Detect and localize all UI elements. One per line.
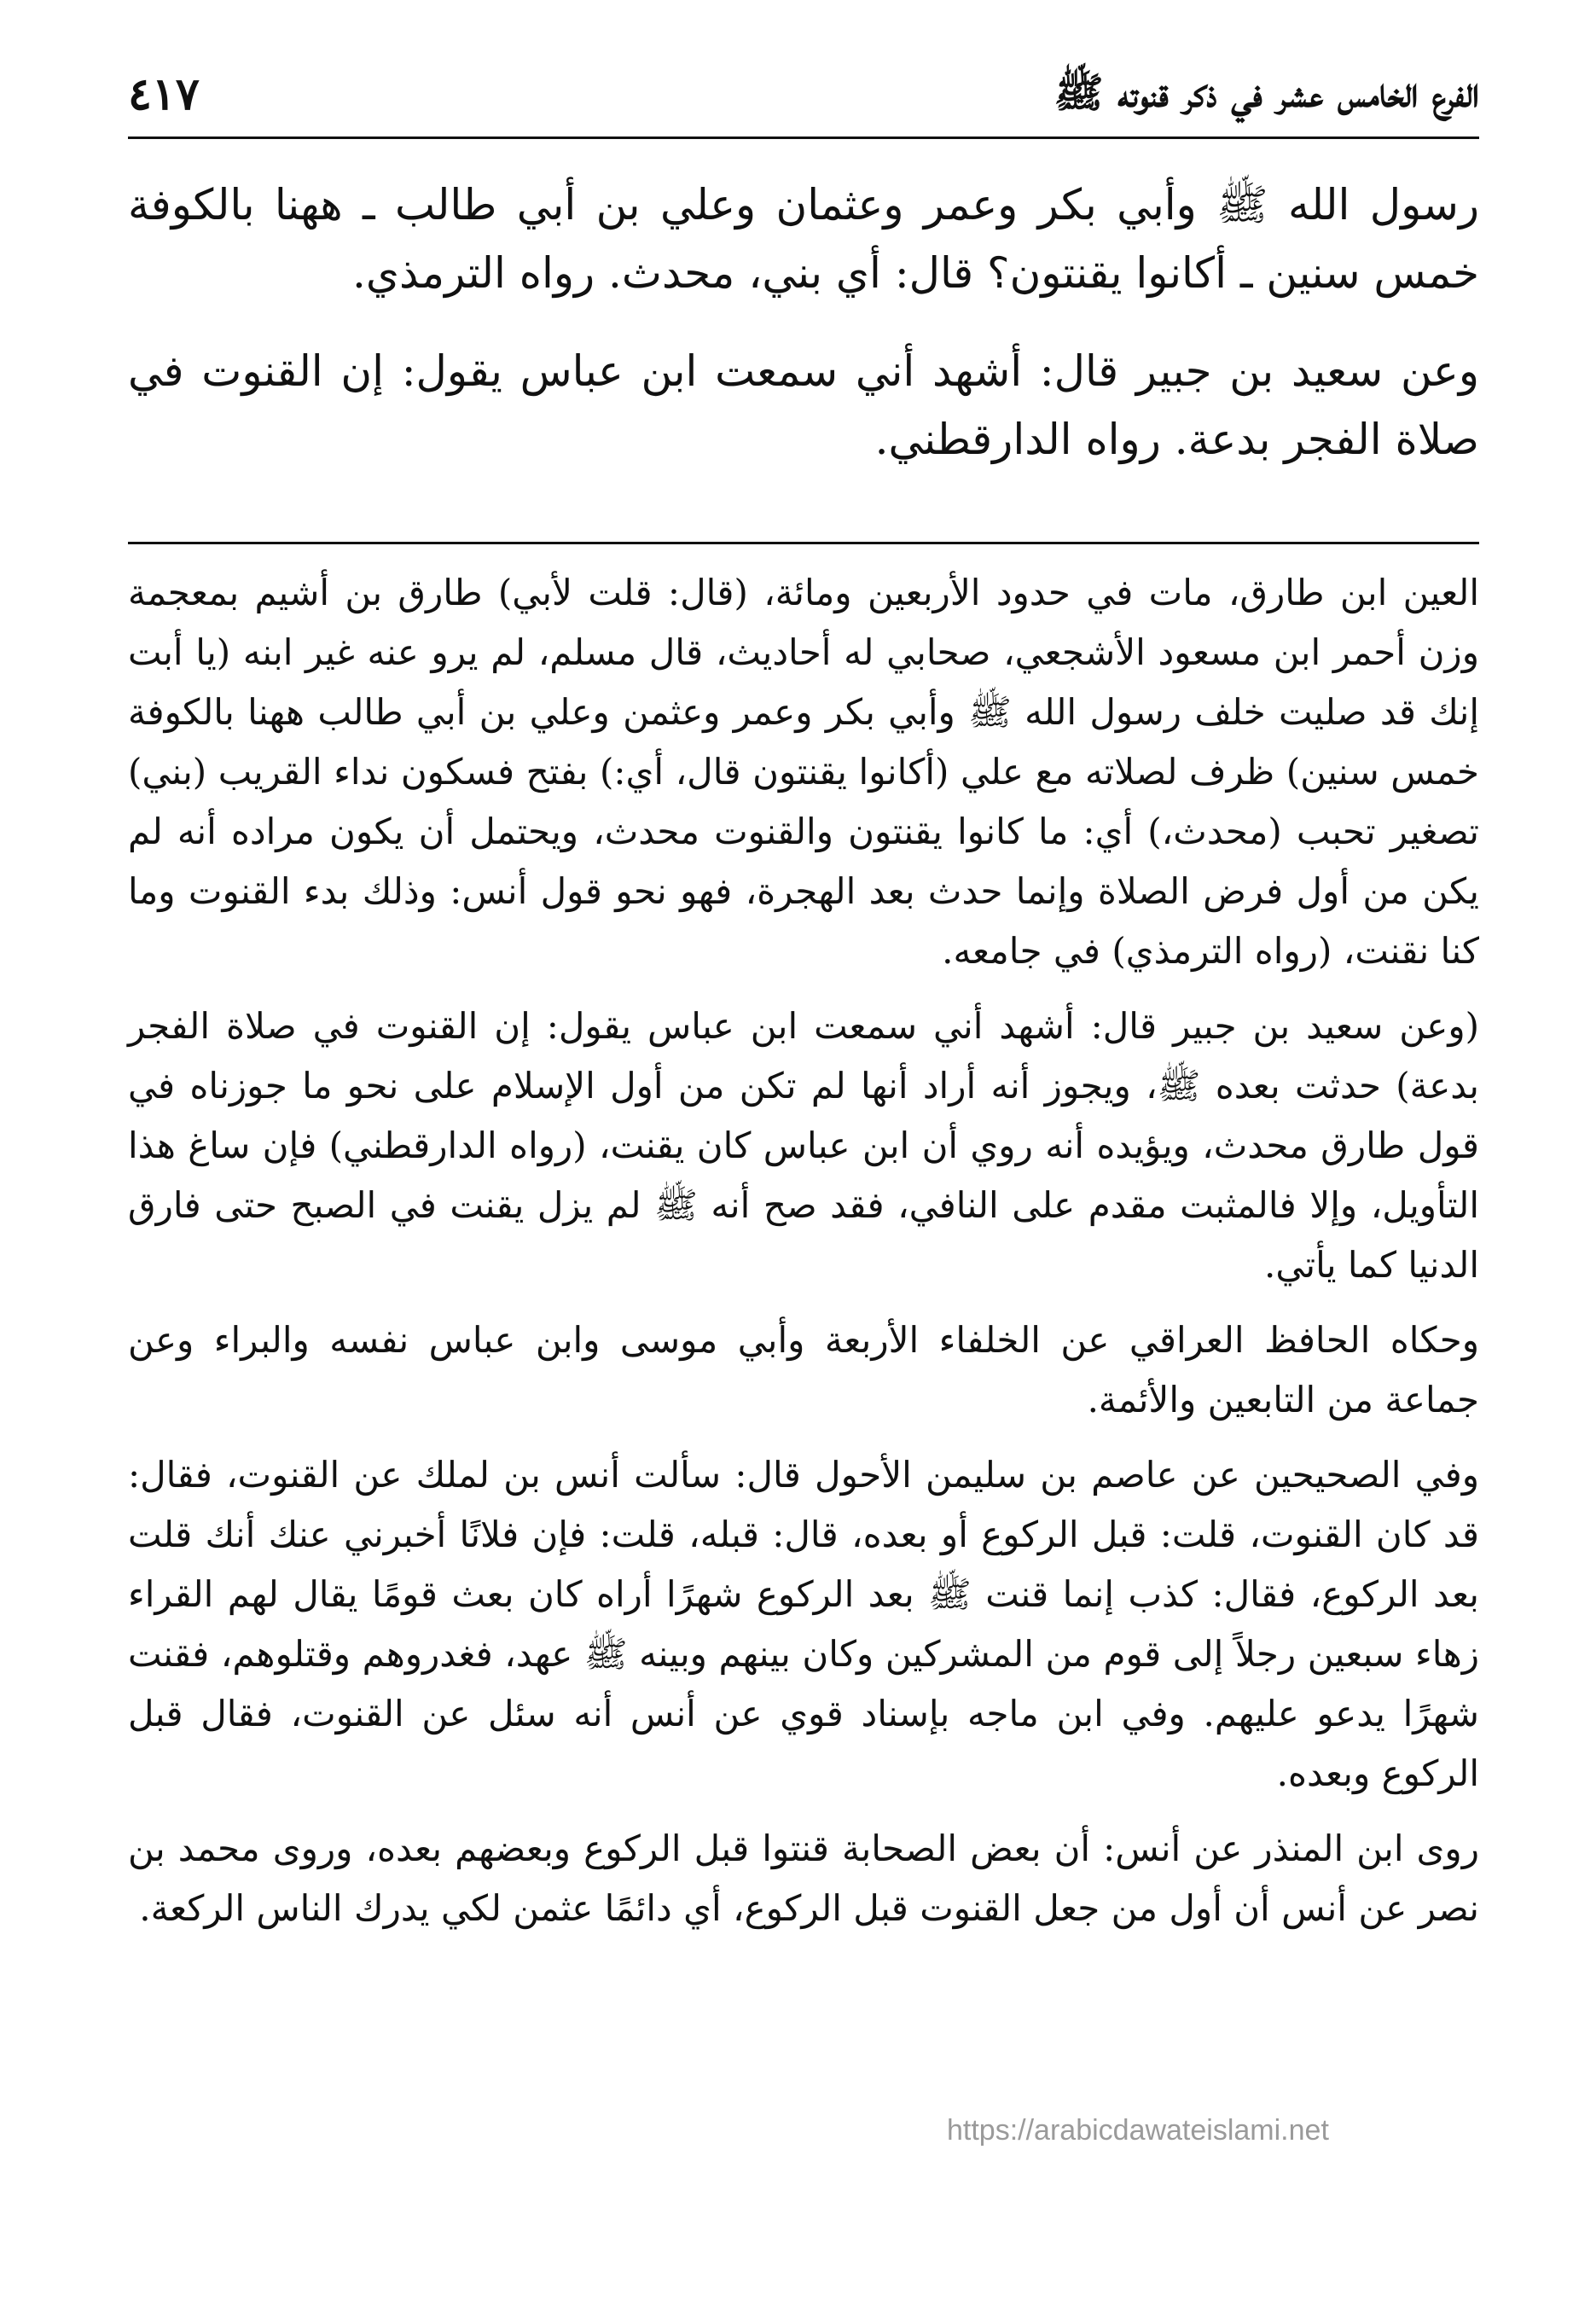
watermark-url: https://arabicdawateislami.net <box>947 2114 1329 2147</box>
main-text <box>128 171 1479 503</box>
commentary-paragraph: وفي الصحيحين عن عاصم بن سليمن الأحول قال: سألت أنس بن لملك عن القنوت، فقال: قد كان القنوت، قلت: قبل الركوع أو بعده، قال: قبله، قلت: فإن فلانًا أخبرني عنك أنك قلت بعد الركوع، فقال: كذب إنما قنت ﷺ بعد الركوع شهرًا أراه كان بعث قومًا يقال لهم القراء زهاء سبعين رجلاً إلى قوم من المشركين وكان بينهم وبينه ﷺ عهد، فغدروهم وقتلوهم، فقنت شهرًا يدعو عليهم. وفي ابن ماجه بإسناد قوي عن أنس أنه سئل عن القنوت، فقال قبل الركوع وبعده. <box>128 1454 1479 1794</box>
main-paragraph: وعن سعيد بن جبير قال: أشهد أني سمعت ابن عباس يقول: إن القنوت في صلاة الفجر بدعة. رواه الدارقطني. <box>128 346 1479 464</box>
running-title: الفرع الخامس عشر في ذكر قنوته ﷺ <box>1054 69 1479 117</box>
commentary-separator <box>128 542 1479 544</box>
commentary-paragraph: العين ابن طارق، مات في حدود الأربعين ومائة، (قال: قلت لأبي) طارق بن أشيم بمعجمة وزن أحمر ابن مسعود الأشجعي، صحابي له أحاديث، قال مسلم، لم يرو عنه غير ابنه (يا أبت إنك قد صليت خلف رسول الله ﷺ وأبي بكر وعمر وعثمن وعلي بن أبي طالب ههنا بالكوفة خمس سنين) ظرف لصلاته مع علي (أكانوا يقنتون قال، أي:) بفتح فسكون نداء القريب (بني) تصغير تحبب (محدث،) أي: ما كانوا يقنتون والقنوت محدث، ويحتمل أن يكون مراده أنه لم يكن من أول فرض الصلاة وإنما حدث بعد الهجرة، فهو نحو قول أنس: وذلك بدء القنوت وما كنا نقنت، (رواه الترمذي) في جامعه. <box>128 572 1479 972</box>
page-number: ٤١٧ <box>128 68 200 120</box>
commentary-text <box>128 563 1479 1954</box>
main-paragraph: رسول الله ﷺ وأبي بكر وعمر وعثمان وعلي بن أبي طالب ـ ههنا بالكوفة خمس سنين ـ أكانوا يقنتون؟ قال: أي بني، محدث. رواه الترمذي. <box>128 180 1479 298</box>
page-header <box>128 60 1479 139</box>
commentary-paragraph: (وعن سعيد بن جبير قال: أشهد أني سمعت ابن عباس يقول: إن القنوت في صلاة الفجر بدعة) حدثت بعده ﷺ، ويجوز أنه أراد أنها لم تكن من أول الإسلام على نحو ما جوزناه في قول طارق محدث، ويؤيده أنه روي أن ابن عباس كان يقنت، (رواه الدارقطني) فإن ساغ هذا التأويل، وإلا فالمثبت مقدم على النافي، فقد صح أنه ﷺ لم يزل يقنت في الصبح حتى فارق الدنيا كما يأتي. <box>128 1005 1479 1286</box>
commentary-paragraph: روى ابن المنذر عن أنس: أن بعض الصحابة قنتوا قبل الركوع وبعضهم بعده، وروى محمد بن نصر عن أنس أن أول من جعل القنوت قبل الركوع، أي دائمًا عثمن لكي يدرك الناس الركعة. <box>128 1827 1479 1929</box>
commentary-paragraph: وحكاه الحافظ العراقي عن الخلفاء الأربعة وأبي موسى وابن عباس نفسه والبراء وعن جماعة من التابعين والأئمة. <box>128 1319 1479 1421</box>
